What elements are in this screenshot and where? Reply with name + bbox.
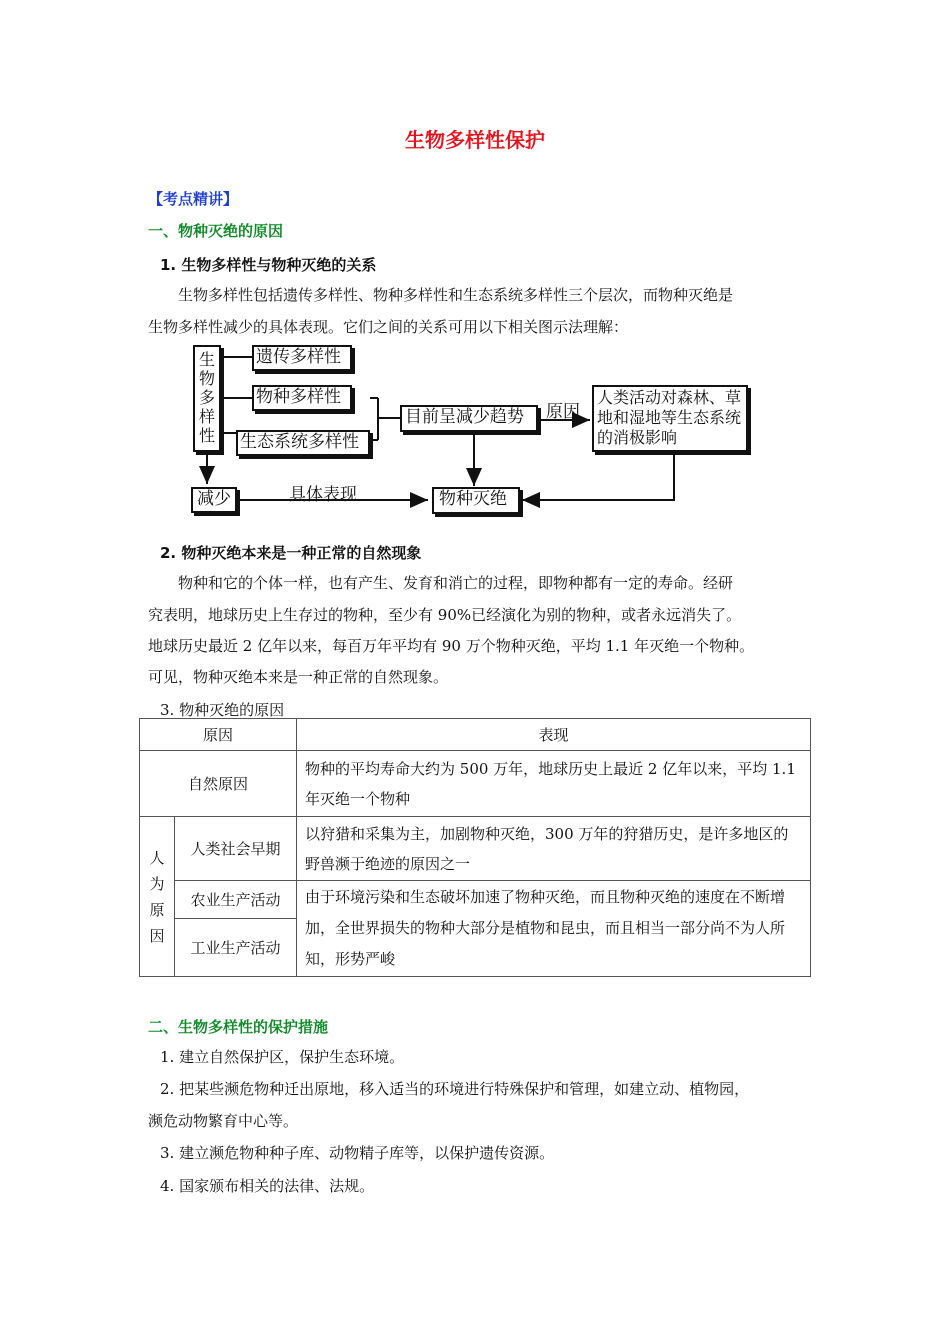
table-header-row <box>140 719 811 751</box>
para1-line1: 生物多样性包括遗传多样性、物种多样性和生态系统多样性三个层次，而物种灭绝是 <box>178 286 734 304</box>
node-ecosystem-diversity: 生态系统多样性 <box>236 430 370 456</box>
para2-line1: 物种和它的个体一样，也有产生、发育和消亡的过程，即物种都有一定的寿命。经研 <box>178 574 734 592</box>
page-title: 生物多样性保护 <box>405 128 545 152</box>
node-reduce: 减少 <box>191 487 237 513</box>
measure-item-2: 2. 把某些濒危物种迁出原地，移入适当的环境进行特殊保护和管理，如建立动、植物园， <box>160 1080 750 1098</box>
para2-line3: 地球历史最近 2 亿年以来，每百万年平均有 90 万个物种灭绝，平均 1.1 年灭绝一个物种。 <box>148 637 755 655</box>
header-reason: 原因 <box>140 719 297 751</box>
cell-human-group: 人 为 原 因 <box>140 817 175 977</box>
header-manifestation: 表现 <box>297 719 811 751</box>
cell-natural: 自然原因 <box>140 751 297 817</box>
measure-item-3: 3. 建立濒危物种种子库、动物精子库等，以保护遗传资源。 <box>160 1144 555 1162</box>
subheading-3: 3. 物种灭绝的原因 <box>160 701 285 719</box>
subheading-1: 1. 生物多样性与物种灭绝的关系 <box>160 256 377 274</box>
measure-item-4: 4. 国家颁布相关的法律、法规。 <box>160 1177 375 1195</box>
label-reason: 原因 <box>546 402 580 422</box>
cell-agri: 农业生产活动 <box>175 881 297 919</box>
cell-early: 人类社会早期 <box>175 817 297 881</box>
section1-heading: 一、物种灭绝的原因 <box>148 222 284 240</box>
extinction-causes-table <box>139 718 811 977</box>
node-species-extinction: 物种灭绝 <box>432 487 520 514</box>
table-row-natural <box>140 751 811 817</box>
node-decreasing-trend: 目前呈减少趋势 <box>400 405 538 432</box>
subheading-2: 2. 物种灭绝本来是一种正常的自然现象 <box>160 544 422 562</box>
cell-agri-desc: 由于环境污染和生态破坏加速了物种灭绝，而且物种灭绝的速度在不断增加，全世界损失的物种大部分是植物和昆虫，而且相当一部分尚不为人所知，形势严峻 <box>297 881 811 977</box>
table-row-agri <box>140 881 811 919</box>
node-biodiversity: 生 物 多 样 性 <box>193 345 221 452</box>
node-species-diversity: 物种多样性 <box>252 385 352 411</box>
label-manifestation: 具体表现 <box>289 485 357 505</box>
measure-item-2-cont: 濒危动物繁育中心等。 <box>148 1112 299 1130</box>
diagram-connectors <box>0 0 950 540</box>
cell-natural-desc: 物种的平均寿命大约为 500 万年，地球历史上最近 2 亿年以来，平均 1.1 年灭绝一个物种 <box>297 751 811 817</box>
section2-heading: 二、生物多样性的保护措施 <box>148 1018 329 1036</box>
measure-item-1: 1. 建立自然保护区，保护生态环境。 <box>160 1048 405 1066</box>
para2-line2: 究表明，地球历史上生存过的物种，至少有 90%已经演化为别的物种，或者永远消失了。 <box>148 606 742 624</box>
cell-industry: 工业生产活动 <box>175 919 297 977</box>
section-tag: 【考点精讲】 <box>148 190 239 208</box>
cell-early-desc: 以狩猎和采集为主，加剧物种灭绝，300 万年的狩猎历史，是许多地区的野兽濒于绝迹的原因之一 <box>297 817 811 881</box>
para2-line4: 可见，物种灭绝本来是一种正常的自然现象。 <box>148 668 449 686</box>
node-human-impact: 人类活动对森林、草地和湿地等生态系统的消极影响 <box>592 385 748 452</box>
node-genetic-diversity: 遗传多样性 <box>252 345 352 371</box>
para1-line2: 生物多样性减少的具体表现。它们之间的关系可用以下相关图示法理解： <box>148 318 629 336</box>
table-row-early <box>140 817 811 881</box>
